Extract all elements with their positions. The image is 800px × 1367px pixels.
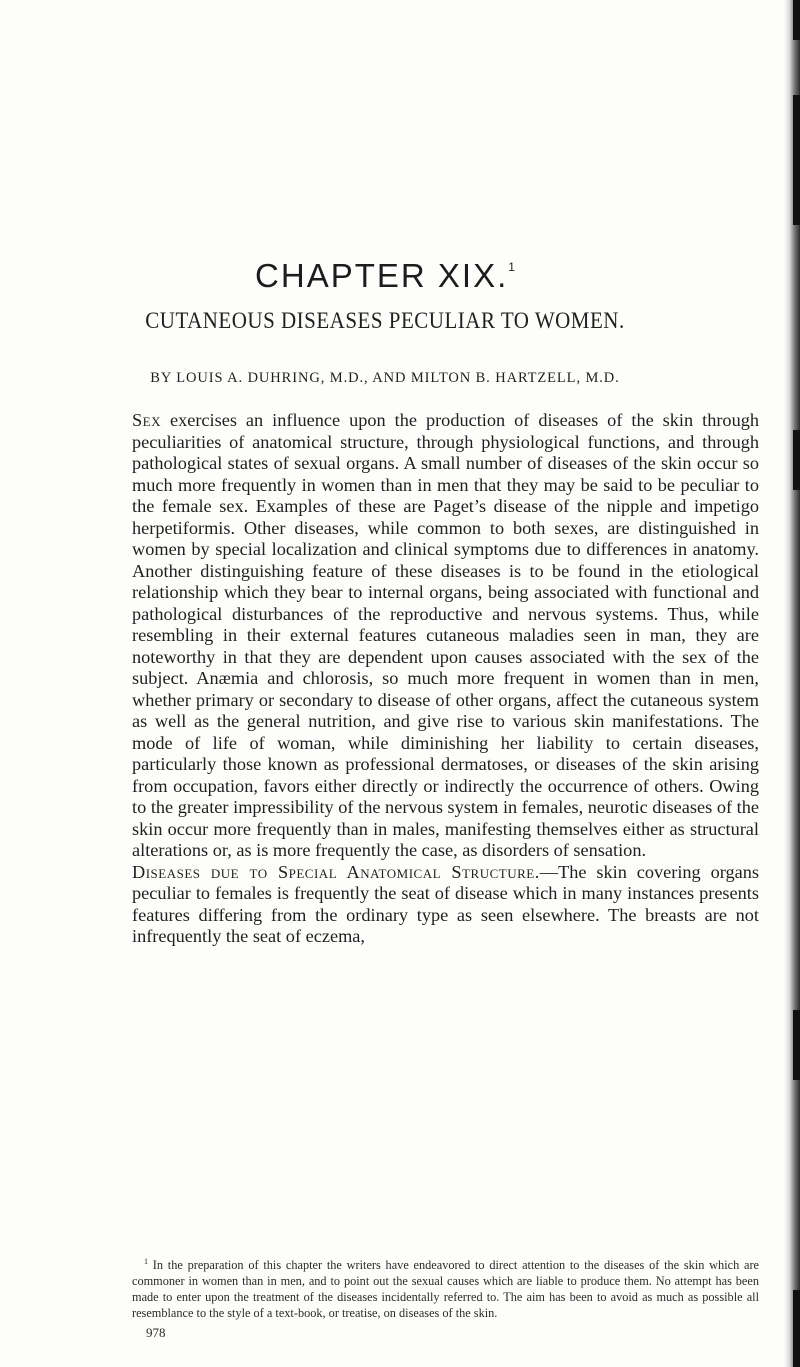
chapter-subtitle: CUTANEOUS DISEASES PECULIAR TO WOMEN. [145,306,625,334]
chapter-authors: BY LOUIS A. DUHRING, M.D., AND MILTON B. HARTZELL, M.D. [150,370,620,386]
page-number: 978 [146,1325,166,1340]
page-edge-dark-band-4 [793,1010,800,1080]
page-edge-dark-band-2 [793,95,800,225]
paragraph-1 [132,410,759,862]
footnote-paragraph [132,1254,759,1321]
chapter-footnote-mark: 1 [508,260,515,274]
paragraph-1-lead: Sex [132,410,161,430]
page-edge-dark-band-1 [793,0,800,40]
footnote-text: In the preparation of this chapter the writers have endeavored to direct attention to the diseases of the skin which are commoner in women than in men, and to point out the sexual causes which are liable to produce them. No attempt has been made to enter upon the treatment of the diseases incidentally referred to. The aim has been to avoid as much as possible all resemblance to the style of a text-book, or treatise, on diseases of the skin. [132,1258,759,1321]
footnote [132,1254,759,1321]
footnote-mark: 1 [144,1257,148,1266]
paragraph-2 [132,862,759,948]
paragraph-1-text: exercises an influence upon the production of diseases of the skin through peculiarities of anatomical structure, through physiological functions, and through pathological states of sexual organs. A small number of diseases of the skin occur so much more frequently in women than in men that they may be said to be peculiar to the female sex. Examples of these are Paget’s disease of the nipple and impetigo herpetiformis. Other diseases, while common to both sexes, are distinguished in women by special localization and clinical symptoms due to differences in anatomy. Another distinguishing feature of these diseases is to be found in the etiological relationship which they bear to internal organs, being associated with functional and pathological disturbances of the reproductive and nervous systems. Thus, while resembling in their external features cutaneous maladies seen in man, they are noteworthy in that they are dependent upon causes associated with the sex of the subject. Anæmia and chlorosis, so much more frequent in women than in men, whether primary or secondary to disease of other organs, affect the cutaneous system as well as the general nutrition, and give rise to various skin manifestations. The mode of life of woman, while diminishing her liability to certain diseases, particularly those known as professional dermatoses, or diseases of the skin arising from occupation, favors either directly or indirectly the occurrence of others. Owing to the greater impressibility of the nervous system in females, neurotic diseases of the skin occur more frequently than in males, manifesting themselves either as structural alterations or, as is more frequently the case, as disorders of sensation. [132,410,759,860]
body-text [132,410,759,948]
chapter-title [0,257,770,295]
paragraph-2-heading: Diseases due to Special Anatomical Structure. [132,861,540,882]
paragraph-2-text: —The skin covering organs peculiar to females is frequently the seat of disease which in many instances presents features differing from the ordinary type as seen elsewhere. The breasts are not infrequently the seat of eczema, [132,861,759,946]
page-edge-dark-band-3 [793,430,800,490]
chapter-title-text: CHAPTER XIX. [255,257,509,294]
page-edge-dark-band-5 [793,1290,800,1367]
